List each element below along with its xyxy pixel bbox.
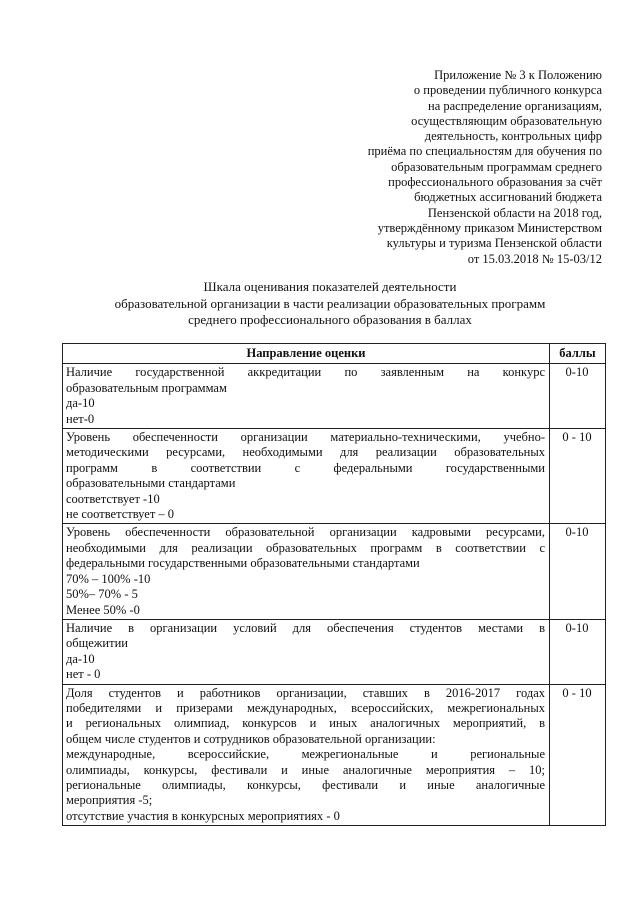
criterion-line: программ в соответствии с федеральными государственными [66, 460, 545, 475]
table-row [63, 684, 606, 826]
points-cell: 0-10 [550, 524, 606, 619]
table-row [63, 364, 606, 429]
criterion-option: международные, всероссийские, межрегиональные и региональные [66, 747, 545, 762]
appendix-line: на распределение организациям, [428, 98, 602, 113]
criterion-option: нет-0 [66, 411, 95, 426]
criterion-option: не соответствует – 0 [66, 507, 175, 522]
criterion-option: мероприятия -5; [66, 793, 153, 808]
criterion-line: методическими ресурсами, необходимыми для реализации образовательных [66, 445, 545, 460]
header-criterion: Направление оценки [63, 344, 550, 364]
criterion-line: Уровень обеспеченности организации материально-техническими, учебно- [66, 430, 545, 445]
criterion-option: соответствует -10 [66, 491, 160, 506]
criterion-line: Доля студентов и работников организации, ставших в 2016-2017 годах [66, 685, 545, 700]
criterion-line: общежитии [66, 636, 128, 651]
criterion-option: региональные олимпиады, конкурсы, фестивали и иные аналогичные [66, 777, 545, 792]
evaluation-table [62, 343, 606, 826]
table-header-row [63, 344, 606, 364]
table-row [63, 524, 606, 619]
appendix-line: Приложение № 3 к Положению [434, 68, 602, 82]
criterion-cell [63, 684, 550, 826]
appendix-line: образовательным программам среднего [391, 159, 602, 174]
criterion-option: отсутствие участия в конкурсных мероприятиях - 0 [66, 808, 340, 823]
document-title [60, 279, 600, 329]
criterion-option: 70% – 100% -10 [66, 571, 151, 586]
criterion-option: Менее 50% -0 [66, 602, 140, 617]
criterion-option: олимпиады, конкурсы, фестивали и иные аналогичные мероприятия – 10; [66, 762, 545, 777]
criterion-cell [63, 429, 550, 524]
appendix-line: осуществляющим образовательную [411, 113, 602, 128]
title-line: Шкала оценивания показателей деятельности [203, 279, 457, 294]
appendix-line: культуры и туризма Пензенской области [386, 236, 602, 251]
criterion-line: победителями и призерами международных, всероссийских, межрегиональных [66, 700, 545, 715]
appendix-order-line: от 15.03.2018 № 15-03/12 [467, 251, 602, 266]
criterion-line: федеральными государственными образовательными стандартами [66, 556, 420, 571]
appendix-line: деятельность, контрольных цифр [424, 129, 602, 144]
criterion-option: да-10 [66, 651, 95, 666]
appendix-line: приёма по специальностям для обучения по [367, 144, 602, 159]
criterion-line: общем числе студентов и сотрудников образовательной организации: [66, 731, 436, 746]
criterion-line: Уровень обеспеченности образовательной организации кадровыми ресурсами, [66, 525, 545, 540]
title-line: образовательной организации в части реализации образовательных программ [114, 295, 546, 311]
appendix-line: о проведении публичного конкурса [413, 83, 602, 98]
points-cell: 0 - 10 [550, 429, 606, 524]
table-row [63, 619, 606, 684]
criterion-option: 50%– 70% - 5 [66, 587, 138, 602]
appendix-line: профессионального образования за счёт [388, 175, 602, 190]
appendix-line: Пензенской области на 2018 год, [427, 205, 602, 220]
criterion-line: образовательными стандартами [66, 476, 236, 491]
appendix-header [302, 68, 602, 267]
appendix-line: бюджетных ассигнований бюджета [414, 190, 602, 205]
criterion-line: образовательным программам [66, 380, 227, 395]
criterion-line: и региональных олимпиад, конкурсов и иных аналогичных мероприятий, в [66, 716, 545, 731]
criterion-cell [63, 524, 550, 619]
points-cell: 0-10 [550, 364, 606, 429]
appendix-line: утверждённому приказом Министерством [377, 220, 602, 235]
title-line: среднего профессионального образования в баллах [188, 312, 472, 327]
points-cell: 0-10 [550, 619, 606, 684]
criterion-line: Наличие в организации условий для обеспечения студентов местами в [66, 620, 545, 635]
criterion-line: Наличие государственной аккредитации по заявленным на конкурс [66, 365, 545, 380]
criterion-option: да-10 [66, 396, 95, 411]
criterion-option: нет - 0 [66, 667, 101, 682]
header-points: баллы [550, 344, 606, 364]
criterion-cell [63, 619, 550, 684]
table-row [63, 429, 606, 524]
points-cell: 0 - 10 [550, 684, 606, 826]
criterion-line: необходимыми для реализации образовательных программ в соответствии с [66, 540, 545, 555]
criterion-cell [63, 364, 550, 429]
